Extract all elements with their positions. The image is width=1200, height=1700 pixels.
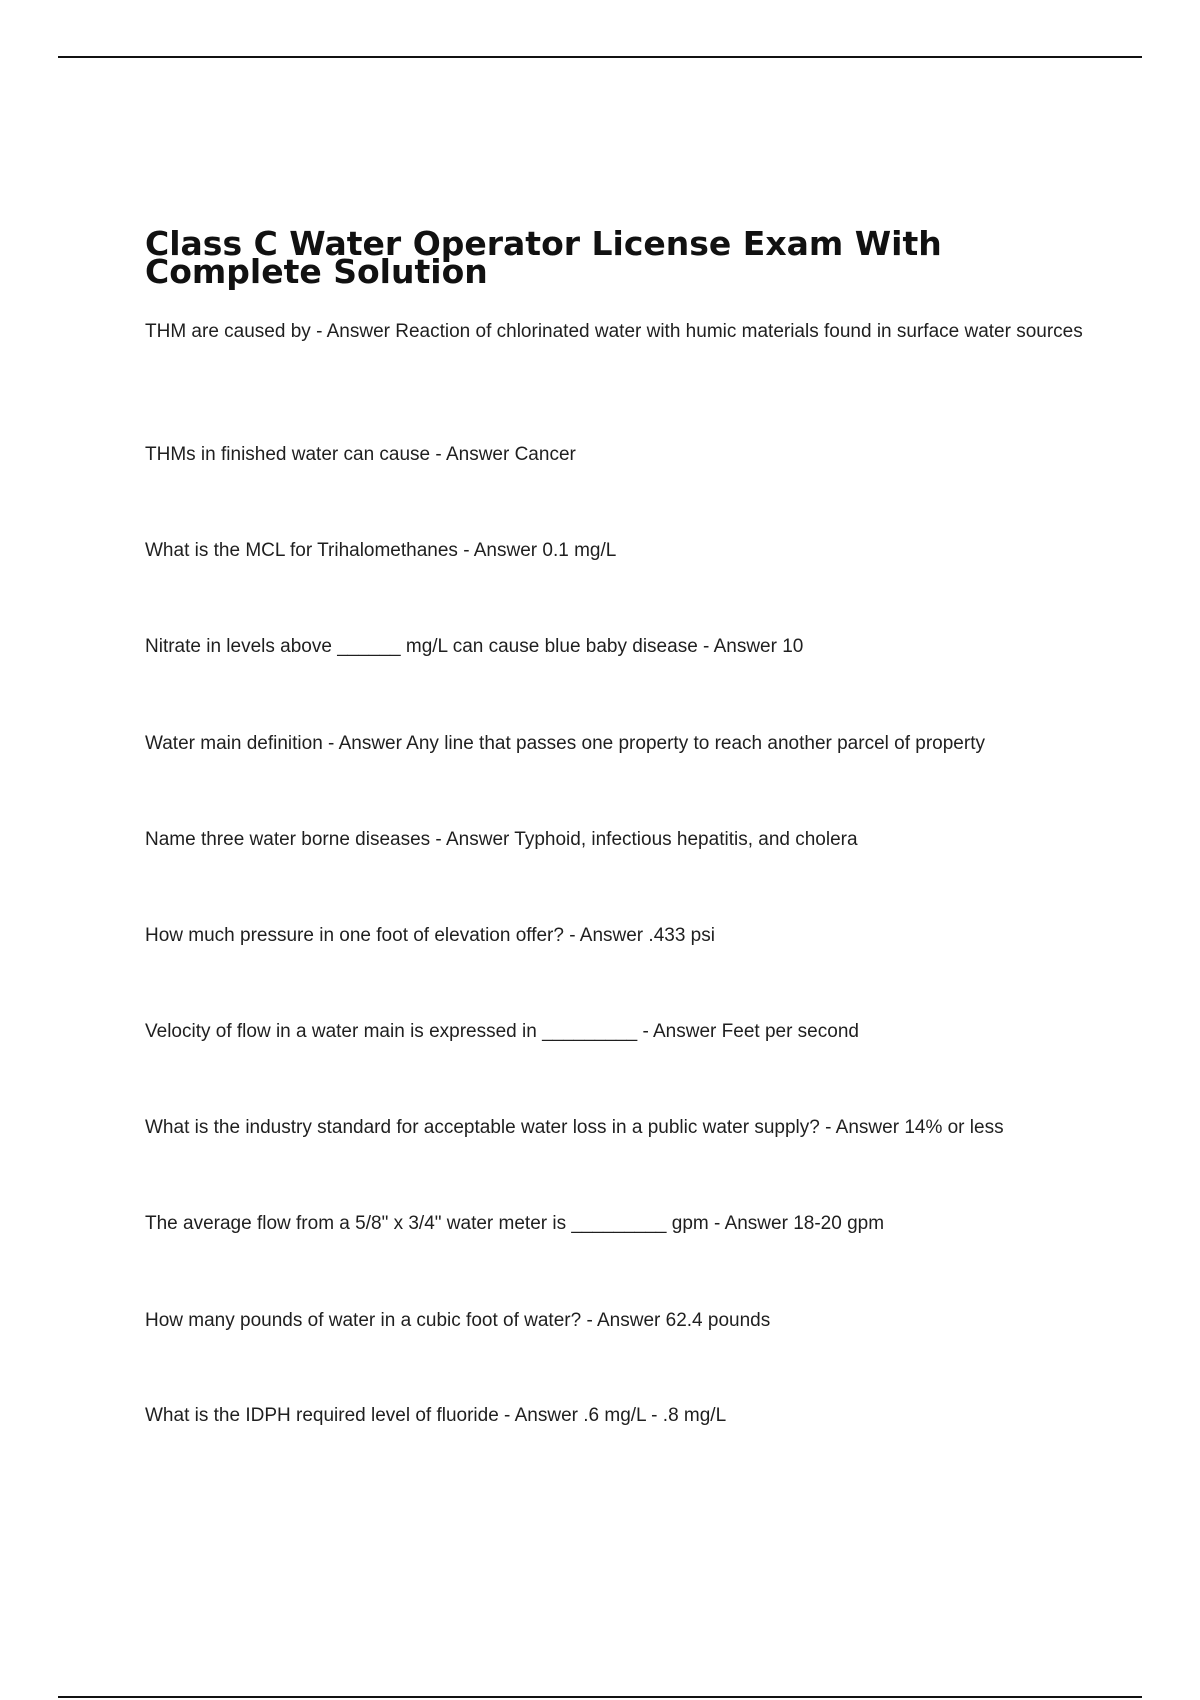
qa-item: Water main definition - Answer Any line that passes one property to reach another parcel of property bbox=[145, 733, 985, 754]
qa-item: How many pounds of water in a cubic foot of water? - Answer 62.4 pounds bbox=[145, 1310, 771, 1331]
document-title: Class C Water Operator License Exam With Complete Solution bbox=[145, 224, 942, 291]
qa-item: What is the industry standard for acceptable water loss in a public water supply? - Answer 14% or less bbox=[145, 1117, 1004, 1138]
header-rule bbox=[58, 56, 1142, 58]
qa-item: The average flow from a 5/8" x 3/4" water meter is _________ gpm - Answer 18-20 gpm bbox=[145, 1213, 885, 1234]
qa-item: Nitrate in levels above ______ mg/L can cause blue baby disease - Answer 10 bbox=[145, 636, 804, 657]
footer-rule bbox=[58, 1696, 1142, 1698]
qa-item: THMs in finished water can cause - Answer Cancer bbox=[145, 444, 576, 465]
qa-item: THM are caused by - Answer Reaction of chlorinated water with humic materials found in surface water sources bbox=[145, 321, 1083, 342]
qa-item: Name three water borne diseases - Answer Typhoid, infectious hepatitis, and cholera bbox=[145, 829, 858, 850]
qa-item: How much pressure in one foot of elevation offer? - Answer .433 psi bbox=[145, 925, 715, 946]
qa-item: What is the IDPH required level of fluoride - Answer .6 mg/L - .8 mg/L bbox=[145, 1405, 727, 1426]
qa-item: What is the MCL for Trihalomethanes - Answer 0.1 mg/L bbox=[145, 540, 617, 561]
qa-item: Velocity of flow in a water main is expressed in _________ - Answer Feet per second bbox=[145, 1021, 859, 1042]
